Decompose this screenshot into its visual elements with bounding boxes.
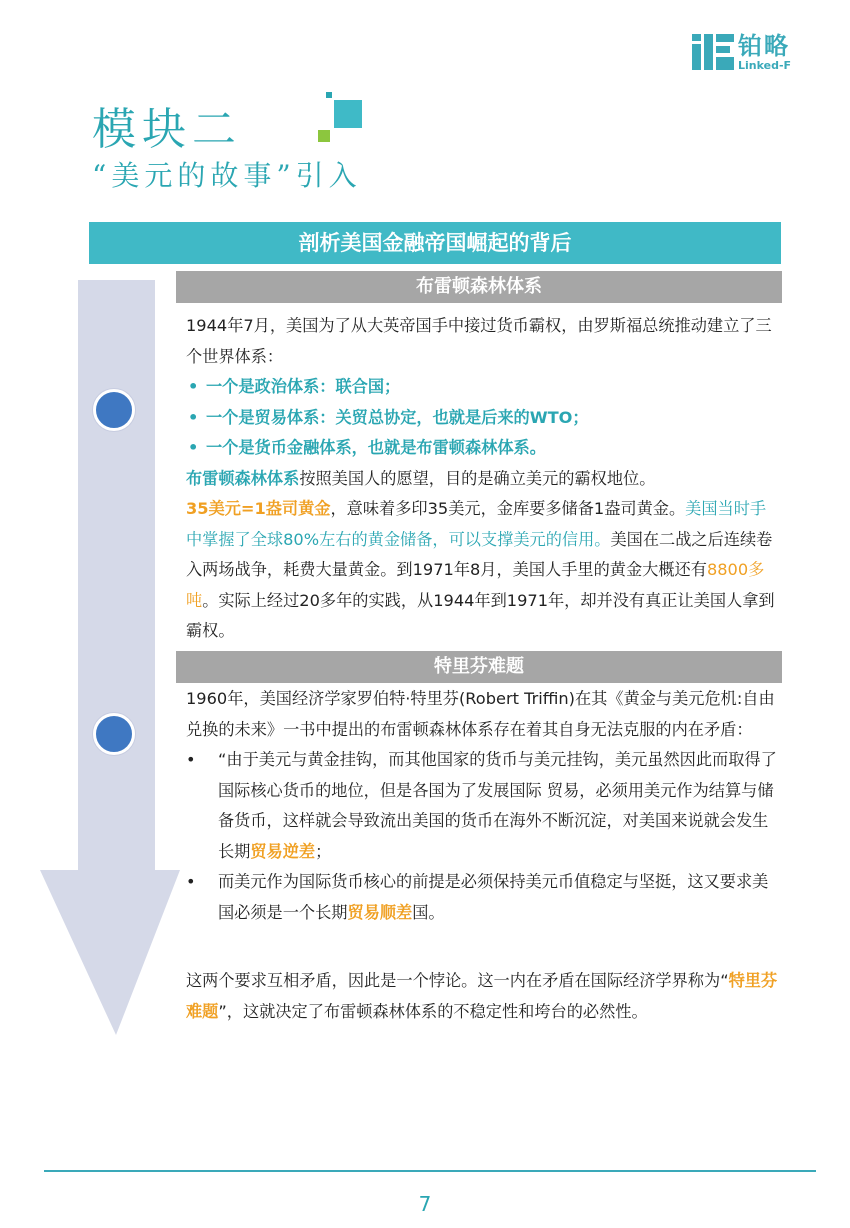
bullet-icon: •: [188, 438, 199, 457]
bullet-icon: •: [188, 377, 199, 396]
section-header-triffin: 特里芬难题: [176, 651, 782, 683]
section-1-paragraph-2: 布雷顿森林体系按照美国人的愿望，目的是确立美元的霸权地位。: [186, 468, 656, 488]
decorative-squares-icon: [318, 90, 368, 144]
logo-mark-icon: [692, 32, 734, 72]
module-subtitle: “美元的故事”引入: [92, 159, 362, 192]
logo-name: 铂略: [738, 32, 790, 60]
list-item: • “由于美元与黄金挂钩，而其他国家的货币与美元挂钩，美元虽然因此而取得了国际核心货币的地位，但是各国为了发展国际 贸易，必须用美元作为结算与储备货币，这样就会导致流出美国的货币在海外不断沉淀，对美国来说就会发生长期贸易逆差；: [186, 745, 778, 867]
section-2-intro: 1960年，美国经济学家罗伯特·特里芬(Robert Triffin)在其《黄金与美元危机:自由兑换的未来》一书中提出的布雷顿森林体系存在着其自身无法克服的内在矛盾：: [186, 689, 775, 739]
list-item: • 一个是政治体系：联合国；: [186, 372, 778, 403]
page-number: 7: [418, 1192, 432, 1216]
section-banner: 剖析美国金融帝国崛起的背后: [89, 222, 781, 264]
bullet-icon: •: [186, 750, 196, 769]
section-1-paragraph-3: 35美元=1盎司黄金，意味着多印35美元，金库要多储备1盎司黄金。美国当时手中掌握了全球80%左右的黄金储备，可以支撑美元的信用。美国在二战之后连续卷入两场战争，耗费大量黄金。到1971年8月，美国人手里的黄金大概还有8800多吨。实际上经过20多年的实践，从1944年到1971年，却并没有真正让美国人拿到霸权。: [186, 499, 775, 640]
section-1-intro: 1944年7月，美国为了从大英帝国手中接过货币霸权，由罗斯福总统推动建立了三个世界体系：: [186, 316, 772, 366]
list-item: • 一个是货币金融体系，也就是布雷顿森林体系。: [186, 433, 778, 464]
timeline-dot-1: [93, 389, 135, 431]
module-title: 模块二: [92, 104, 242, 155]
brand-logo: [692, 32, 812, 74]
footer-divider: [44, 1170, 816, 1172]
section-2-conclusion: 这两个要求互相矛盾，因此是一个悖论。这一内在矛盾在国际经济学界称为“特里芬难题”，这就决定了布雷顿森林体系的不稳定性和垮台的必然性。: [186, 971, 778, 1021]
bullet-icon: •: [188, 407, 199, 427]
logo-subtitle: Linked-F: [738, 59, 792, 72]
timeline-dot-2: [93, 713, 135, 755]
list-item: • 一个是贸易体系：关贸总协定，也就是后来的WTO；: [186, 403, 778, 434]
section-1-body: [186, 311, 778, 647]
section-2-body: [186, 684, 778, 928]
section-header-bretton-woods: 布雷顿森林体系: [176, 271, 782, 303]
list-item: • 而美元作为国际货币核心的前提是必须保持美元币值稳定与坚挺，这又要求美国必须是一个长期贸易顺差国。: [186, 867, 778, 928]
bullet-icon: •: [186, 872, 196, 891]
